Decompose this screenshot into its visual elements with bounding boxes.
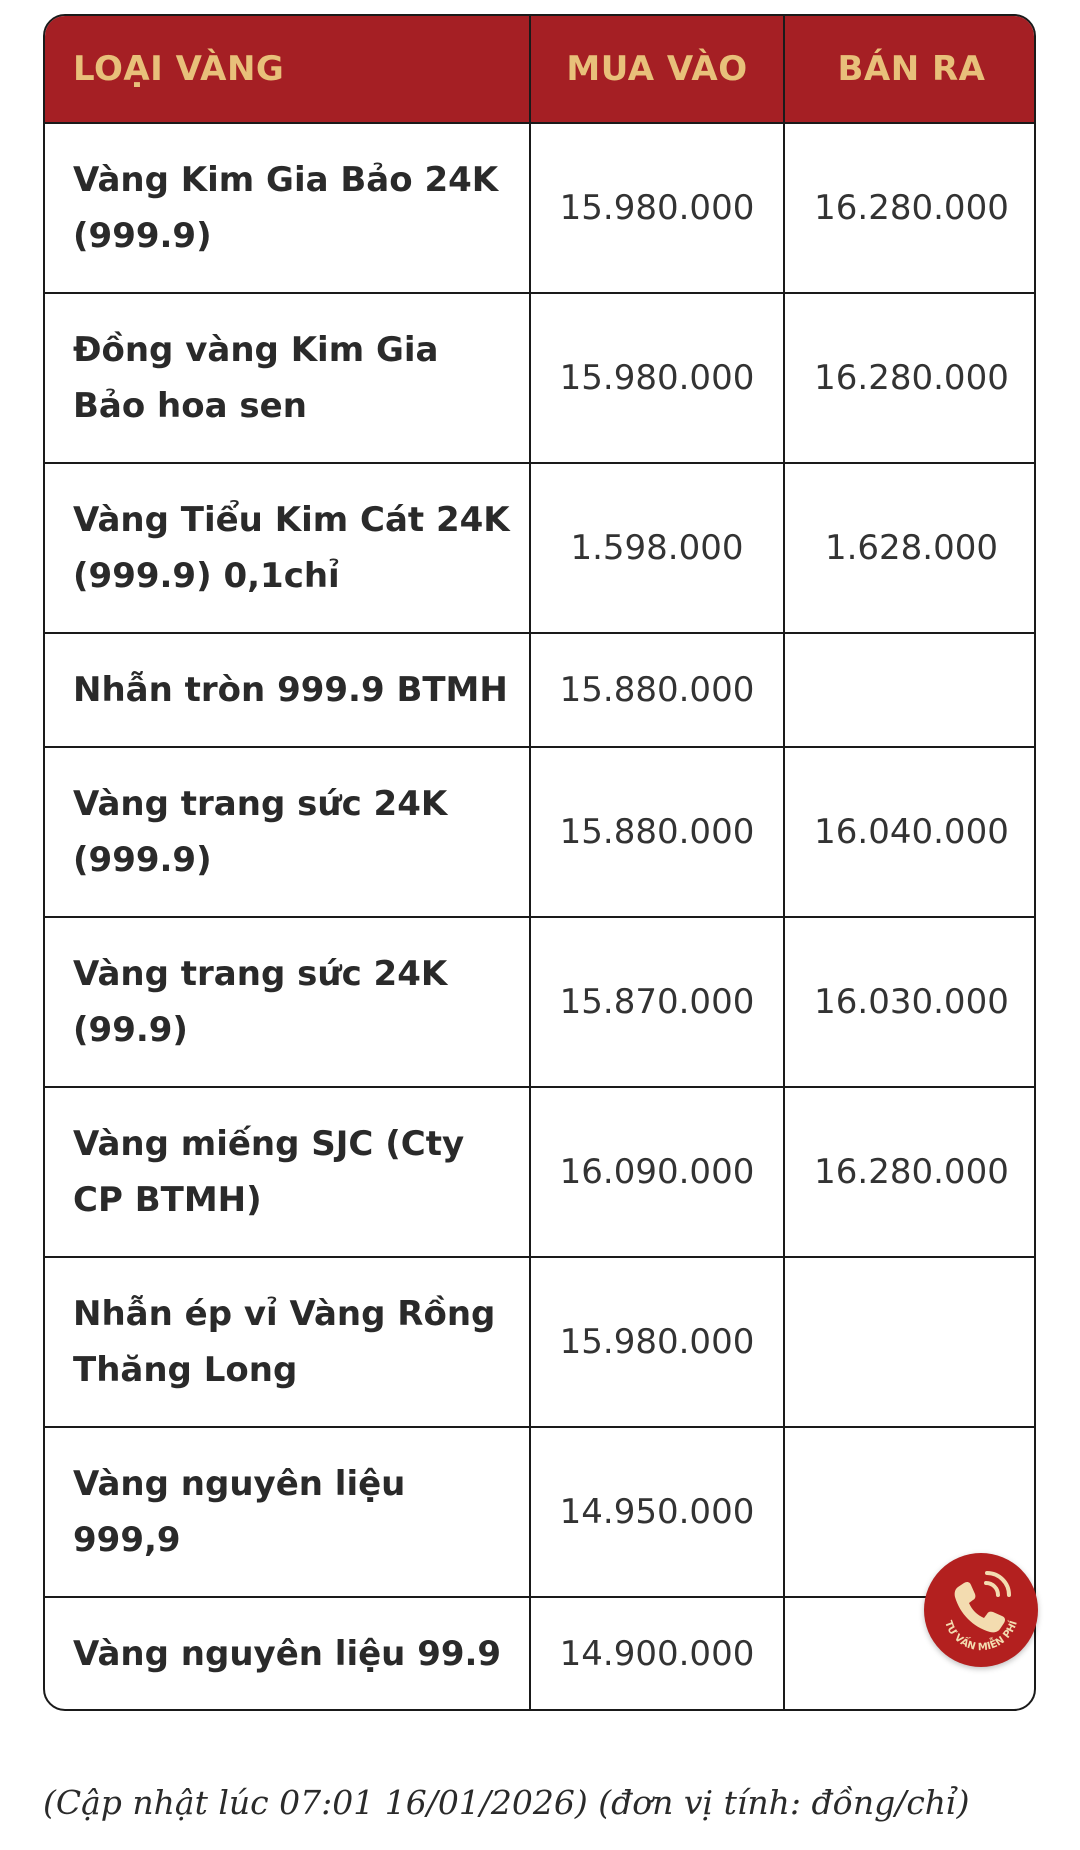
buy-price-cell: 14.950.000 xyxy=(530,1427,784,1597)
header-buy: MUA VÀO xyxy=(530,16,784,123)
gold-type-cell: Vàng trang sức 24K (99.9) xyxy=(45,917,530,1087)
buy-price-cell: 15.980.000 xyxy=(530,293,784,463)
table-row xyxy=(45,1597,1036,1709)
sell-price-cell: 16.280.000 xyxy=(784,293,1036,463)
header-sell: BÁN RA xyxy=(784,16,1036,123)
table-row xyxy=(45,917,1036,1087)
gold-type-cell: Vàng miếng SJC (Cty CP BTMH) xyxy=(45,1087,530,1257)
table-header xyxy=(45,16,1036,123)
table-row xyxy=(45,633,1036,747)
sell-price-cell: 16.040.000 xyxy=(784,747,1036,917)
table-row xyxy=(45,1427,1036,1597)
gold-price-table xyxy=(43,14,1036,1711)
sell-price-cell: 16.030.000 xyxy=(784,917,1036,1087)
gold-type-cell: Nhẫn tròn 999.9 BTMH xyxy=(45,633,530,747)
buy-price-cell: 15.980.000 xyxy=(530,123,784,293)
sell-price-cell xyxy=(784,633,1036,747)
buy-price-cell: 14.900.000 xyxy=(530,1597,784,1709)
sell-price-cell: 16.280.000 xyxy=(784,123,1036,293)
buy-price-cell: 15.880.000 xyxy=(530,747,784,917)
gold-type-cell: Vàng trang sức 24K (999.9) xyxy=(45,747,530,917)
table-row xyxy=(45,747,1036,917)
buy-price-cell: 16.090.000 xyxy=(530,1087,784,1257)
phone-ringing-icon xyxy=(924,1553,1038,1667)
gold-type-cell: Vàng nguyên liệu 99.9 xyxy=(45,1597,530,1709)
gold-type-cell: Vàng nguyên liệu 999,9 xyxy=(45,1427,530,1597)
table-row xyxy=(45,1087,1036,1257)
sell-price-cell: 1.628.000 xyxy=(784,463,1036,633)
gold-type-cell: Đồng vàng Kim Gia Bảo hoa sen xyxy=(45,293,530,463)
buy-price-cell: 15.870.000 xyxy=(530,917,784,1087)
table-row xyxy=(45,1257,1036,1427)
sell-price-cell xyxy=(784,1257,1036,1427)
gold-type-cell: Nhẫn ép vỉ Vàng Rồng Thăng Long xyxy=(45,1257,530,1427)
gold-type-cell: Vàng Tiểu Kim Cát 24K (999.9) 0,1chỉ xyxy=(45,463,530,633)
table-row xyxy=(45,123,1036,293)
gold-type-cell: Vàng Kim Gia Bảo 24K (999.9) xyxy=(73,160,499,256)
free-consult-hotline-button[interactable] xyxy=(924,1553,1038,1667)
header-gold-type: LOẠI VÀNG xyxy=(45,16,530,123)
buy-price-cell: 15.980.000 xyxy=(530,1257,784,1427)
update-footnote: (Cập nhật lúc 07:01 16/01/2026) (đơn vị tính: đồng/chỉ) xyxy=(43,1783,970,1822)
table-row xyxy=(45,463,1036,633)
hotline-label: TƯ VẤN MIỄN PHÍ xyxy=(942,1619,1020,1654)
table-row xyxy=(45,293,1036,463)
buy-price-cell: 15.880.000 xyxy=(530,633,784,747)
buy-price-cell: 1.598.000 xyxy=(530,463,784,633)
sell-price-cell: 16.280.000 xyxy=(784,1087,1036,1257)
